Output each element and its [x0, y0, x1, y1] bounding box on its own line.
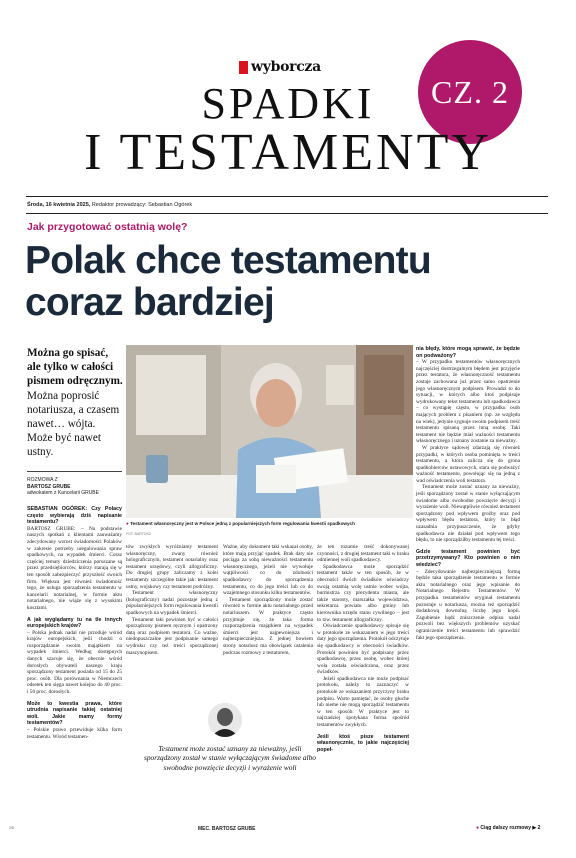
kicker: Jak przygotować ostatnią wolę? [27, 221, 188, 233]
page-number: 2/8 [9, 826, 14, 830]
portrait-illustration [208, 703, 242, 737]
author-box [27, 477, 99, 497]
article-paragraph: Testament taki powinien być w całości sporządzony pismem ręcznym i opatrzony datą oraz podpisem testatora. Co ważne, niedopuszczalne jest podpisanie samego wydruku czy też treści sporządzonej maszynopisem. [126, 616, 218, 656]
continue-link[interactable] [476, 825, 540, 831]
masthead-logo[interactable] [239, 59, 321, 75]
article-paragraph: tów zwykłych wyróżniamy testament własnoręczny, zwany również holograficznym, testament notarialny oraz testament urzędowy, czyli allograficzny. Do drugiej grupy zaliczamy z kolei testamenty szczególne takie jak: testament ustny, wojskowy czy testament podróżny. [126, 544, 218, 590]
logo-text: wyborcza [251, 59, 321, 75]
headline [25, 240, 545, 324]
lead [27, 346, 123, 460]
interview-question: nia błędy, które mogą sprawić, że będzie on podważony? [416, 346, 520, 359]
section-title-line2: I TESTAMENTY [84, 124, 492, 181]
column-4 [317, 544, 409, 819]
caption-text: Testament własnoręczny jest w Polsce jedną z popularniejszych form regulowania kwestii spadkowych [130, 521, 355, 526]
article-paragraph: Ważne, aby dokument taki wskazał osoby, które mają przyjąć spadek. Brak daty nie pociąga za sobą nieważności testamentu własnoręcznego, jeżeli nie wywołuje wątpliwości co do zdolności spadkodawcy do sporządzenia testamentu, co do jego treści lub co do wzajemnego stosunku kilku testamentów. [223, 544, 313, 597]
lead-divider [27, 471, 122, 472]
article-paragraph: Jeżeli spadkodawca nie może podpisać protokołu, należy to zaznaczyć w protokole ze wskazaniem przyczyny braku podpisu. Warto pamiętać, że osoby głuche lub nieme nie mogą sporządzić testamentu w ten sposób. W praktyce jest to najrzadziej spotykana forma spośród testamentów zwykłych. [317, 675, 409, 729]
column-3 [223, 544, 313, 694]
photo-credit: FOT. BARTOSZ [126, 532, 151, 536]
article-paragraph: – Polskie prawo przewiduje kilka form testamentu. Wśród testamen- [27, 727, 122, 740]
section-title-line1: SPADKI [201, 79, 375, 128]
interview-question: A jak wyglądamy tu na tle innych europejskich krajów? [27, 616, 122, 630]
pull-quote: Testament może zostać uznany za nieważny, jeśli sporządzony został w stanie wyłączającym świadome albo swobodne powzięcie decyzji i wyrażenie woli [143, 744, 317, 772]
column-2 [126, 544, 218, 694]
continue-arrow-icon: ▶ 2 [532, 825, 541, 831]
article-photo [126, 345, 413, 518]
lead-bold: Można go spisać, ale tylko w całości pismem odręcznym. [27, 347, 123, 388]
article-paragraph: Spadkodawca może sporządzić testament także w ten sposób, że w obecności dwóch świadków oświadczy swoją ostatnią wolę ustnie wobec wójta, burmistrza czy prezydenta miasta, ale także starosty, marszałka województwa, sekretarza powiatu albo gminy lub kierownika urzędu stanu cywilnego – jest to tzw. testament allograficzny. [317, 563, 409, 623]
quote-author-photo [208, 703, 242, 737]
column-1 [27, 506, 122, 826]
article-paragraph: Oświadczenie spadkodawcy spisuje się w protokole ze wskazaniem w jego treści daty jego sporządzenia. Protokół odczytuje się spadkodawcy w obecności świadków. Protokół powinien być podpisany przez spadkodawcę, przez osobę, wobec której wola została oświadczona, oraz przez świadków. [317, 623, 409, 676]
article-paragraph: że ten rozumie treść dokonywanej czynności, z drugiej testament taki w braku odmiennej woli spadkodawcy. [317, 544, 409, 564]
interview-question: Jeśli ktoś pisze testament własnoręcznie, to jakie najczęściej popeł- [317, 733, 409, 753]
date: Środa, 16 kwietnia 2025, [27, 202, 91, 208]
article-paragraph: – Polska jednak nadal nie przoduje wśród krajów europejskich, jeśli chodzi o rozporządzanie swoim majątkiem na wypadek śmierci. Według dostępnych danych szacuje się, że obecnie wśród dorosłych obywateli naszego kraju sporządzony testament posiada od 15 do 25 proc. osób. Dla porównania w Niemczech odsetek ten sięga nawet kolejno do 40 proc. i 50 proc. dorosłych. [27, 629, 122, 696]
continue-label: Ciąg dalszy rozmowy [480, 825, 531, 831]
interview-question: Gdzie testament powinien być przetrzymywany? Kto powinien o nim wiedzieć? [416, 548, 520, 568]
article-paragraph: BARTOSZ GRUBE: – Na podstawie naszych spotkań z klientami zauważamy zdecydowany wzrost świadomości Polaków w zakresie potrzeby uregulowania spraw spadkowych, na wypadek śmierci. Coraz częściej tematy dziedziczenia poruszane są przez przedsiębiorców, którzy starają się w ten sposób zabezpieczyć przyszłość swoich firm. Większa jest również świadomość tego, że usługa sporządzenia testamentu w kancelarii notarialnej, w formie aktu notarialnego, nie wiąże się z wysokimi kosztami. [27, 525, 122, 611]
divider-top [26, 196, 548, 197]
article-paragraph: W praktyce sądowej zdarzają się również przypadki, w których osoba pominięta w treści testamentu, a która zalicza się do grona spadkobierców ustawowych, stara się podważyć ważność testamentu, powołując się na jedną z wad oświadczenia woli testatora. [416, 444, 520, 484]
article-paragraph: – Zdecydowanie najbezpieczniejszą formą będzie taka sporządzenie testamentu w formie aktu notarialnego oraz jego wpisanie do Notarialnego Rejestru Testamentów. W przypadku testamentów oryginał testamentu pozostaje u notariusza, można też sporządzić dodatkową downolną liczbę jego kopii. Zagubienie bądź zniszczenie odpisu nadal pozwoli bez większych problemów uzyskać ograniczenie treści testamentu lub sprawdzić fakt jego sporządzenia. [416, 568, 520, 641]
headline-line1: Polak chce testamentu [25, 239, 431, 282]
logo-mark [239, 61, 248, 74]
article-paragraph: Testament może zostać uznany za nieważny, jeśli sporządzony został w stanie wyłączającym świadome albo swobodne powzięcie decyzji i wyrażenie woli. Niewątpliwie również testament sporządzony pod wpływem groźby oraz pod wpływem błędu testatora, który to błąd uzasadnia przypuszczenie, że gdyby spadkodawca nie działał pod wpływem tego błędu, to nie sporządziłby testamentu tej treści. [416, 484, 520, 544]
article-paragraph: – W przypadku testamentów własnoręcznych najczęściej dostrzegalnym błędem jest przyjęcie przez testatora, że własnoręczność testamentu zostaje zachowana już przez samo opatrzenie jego własnoręcznym podpisem. Prowadzi to do sytuacji, w których albo ktoś podpisuje wydrukowany tekst testamentu lub spadkodawca – co wystąpię często, w przypadku osób mających problem z pisaniem (np. ze względu na wiek), jedynie sygnuje swoim podpisem treść testamentu spisaną przez inną osobę. Taki testament nie będzie miał ważności testamentu własnoręcznego i uznany zostanie za nieważny. [416, 359, 520, 445]
editor: Redaktor prowadzący: Sebastian Ogórek [90, 202, 193, 208]
interview-question: SEBASTIAN OGÓREK: Czy Polacy często wybierają dziś napisanie testamentu? [27, 506, 122, 526]
author-label: ROZMOWA Z [27, 477, 58, 483]
article-paragraph: Testament własnoręczny (holograficzny) nadal pozostaje jedną z popularniejszych form regulowania kwestii spadkowych na wypadek śmierci. [126, 590, 218, 616]
divider-dateline [26, 213, 548, 214]
author-role: adwokatem z Kancelarii GRUBE [27, 490, 99, 496]
interview-question: Może to kwestia prawa, które utrudnia napisanie takiej ostatniej woli. Jakie mamy formy testamentów? [27, 700, 122, 727]
author-name: BARTOSZ GRUBE [27, 483, 71, 490]
dateline [27, 202, 192, 208]
photo-caption [126, 521, 426, 526]
lead-rest: Można poprosić notariusza, a czasem nawet… wójta. Może być nawet ustny. [27, 389, 120, 459]
article-paragraph: Testament sporządzony może zostać również w formie aktu notarialnego przed notariuszem. W praktyce często przyjmuje się, że taka forma rozporządzenia majątkiem na wypadek śmierci jest najpewniejsza i najbezpieczniejsza. Z jednej bowiem strony notariusz ma obowiązek ustalenia podczas rozmowy z testatorem, [223, 596, 313, 656]
headline-line2: coraz bardziej [25, 281, 274, 324]
photo-illustration [126, 345, 413, 518]
continue-bullet: ● [476, 825, 480, 831]
quote-author: MEC. BARTOSZ GRUBE [198, 826, 256, 832]
part-label: CZ. 2 [431, 73, 509, 110]
caption-bullet: ● [126, 521, 129, 526]
column-5 [416, 346, 520, 821]
